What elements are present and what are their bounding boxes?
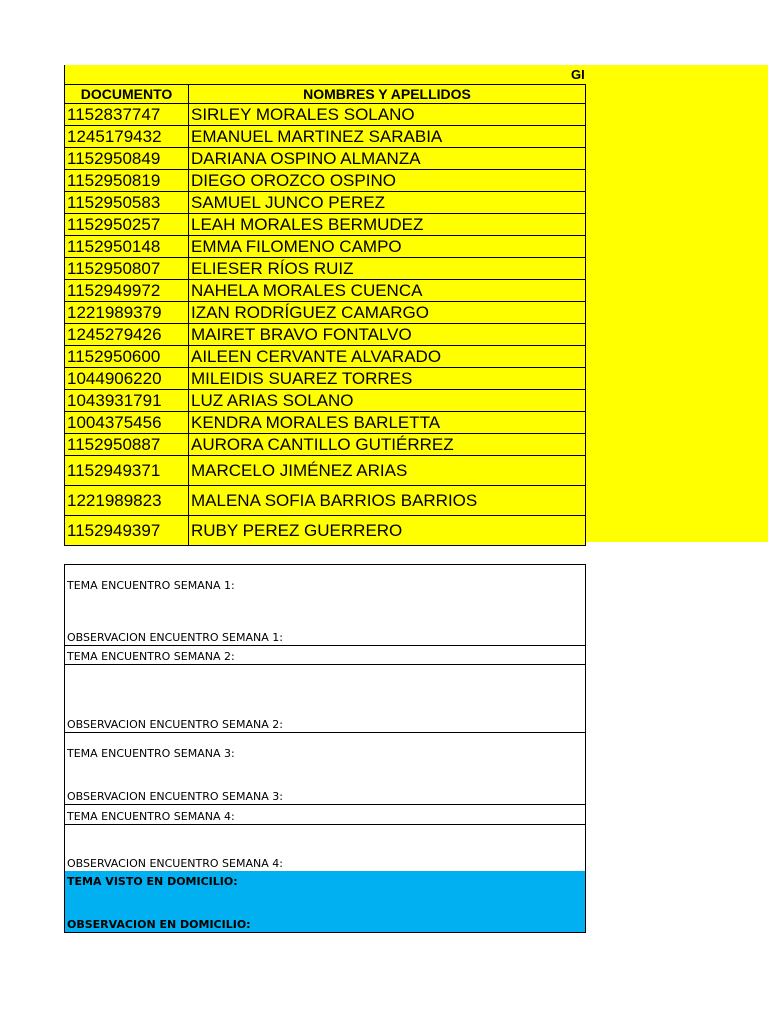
- tema-semana-3-cell[interactable]: TEMA ENCUENTRO SEMANA 3:: [65, 733, 586, 762]
- documento-cell[interactable]: 1245179432: [65, 126, 189, 148]
- documento-cell[interactable]: 1152950887: [65, 434, 189, 456]
- header-band: [64, 65, 768, 85]
- table-row: [65, 280, 586, 302]
- roster-body: [65, 104, 586, 546]
- table-row: [65, 346, 586, 368]
- nombre-cell[interactable]: DIEGO OROZCO OSPINO: [189, 170, 586, 192]
- table-row: [65, 148, 586, 170]
- yellow-fill-area: [585, 85, 768, 542]
- nombre-cell[interactable]: IZAN RODRÍGUEZ CAMARGO: [189, 302, 586, 324]
- notes-row: [65, 593, 586, 646]
- documento-cell[interactable]: 1152949371: [65, 456, 189, 486]
- notes-row: [65, 761, 586, 805]
- documento-cell[interactable]: 1152950148: [65, 236, 189, 258]
- notes-row: [65, 565, 586, 594]
- table-row: [65, 412, 586, 434]
- documento-cell[interactable]: 1152950257: [65, 214, 189, 236]
- table-row: [65, 516, 586, 546]
- nombre-cell[interactable]: SAMUEL JUNCO PEREZ: [189, 192, 586, 214]
- nombre-cell[interactable]: RUBY PEREZ GUERRERO: [189, 516, 586, 546]
- nombre-cell[interactable]: LUZ ARIAS SOLANO: [189, 390, 586, 412]
- nombre-cell[interactable]: SIRLEY MORALES SOLANO: [189, 104, 586, 126]
- documento-cell[interactable]: 1152949397: [65, 516, 189, 546]
- table-row: [65, 126, 586, 148]
- tema-semana-4-cell[interactable]: TEMA ENCUENTRO SEMANA 4:: [65, 805, 586, 825]
- observacion-semana-4-cell[interactable]: OBSERVACION ENCUENTRO SEMANA 4:: [65, 825, 586, 872]
- notes-row-domicilio: [65, 871, 586, 889]
- table-row: [65, 214, 586, 236]
- nombre-cell[interactable]: EMMA FILOMENO CAMPO: [189, 236, 586, 258]
- nombre-cell[interactable]: LEAH MORALES BERMUDEZ: [189, 214, 586, 236]
- notes-row: [65, 825, 586, 872]
- documento-cell[interactable]: 1152950849: [65, 148, 189, 170]
- table-row: [65, 434, 586, 456]
- nombre-cell[interactable]: AURORA CANTILLO GUTIÉRREZ: [189, 434, 586, 456]
- nombre-cell[interactable]: MAIRET BRAVO FONTALVO: [189, 324, 586, 346]
- documento-cell[interactable]: 1221989823: [65, 486, 189, 516]
- documento-cell[interactable]: 1152950583: [65, 192, 189, 214]
- notes-row: [65, 733, 586, 762]
- sheet-title: GI: [571, 67, 585, 82]
- documento-cell[interactable]: 1152950600: [65, 346, 189, 368]
- nombre-cell[interactable]: MARCELO JIMÉNEZ ARIAS: [189, 456, 586, 486]
- observacion-semana-2-cell[interactable]: OBSERVACION ENCUENTRO SEMANA 2:: [65, 665, 586, 733]
- documento-cell[interactable]: 1221989379: [65, 302, 189, 324]
- table-row: [65, 104, 586, 126]
- table-row: [65, 368, 586, 390]
- documento-cell[interactable]: 1152837747: [65, 104, 189, 126]
- tema-semana-1-cell[interactable]: TEMA ENCUENTRO SEMANA 1:: [65, 565, 586, 594]
- documento-cell[interactable]: 1004375456: [65, 412, 189, 434]
- notes-table: [64, 564, 586, 933]
- nombre-cell[interactable]: ELIESER RÍOS RUIZ: [189, 258, 586, 280]
- table-row: [65, 456, 586, 486]
- observacion-domicilio-cell[interactable]: OBSERVACION EN DOMICILIO:: [65, 889, 586, 933]
- nombre-cell[interactable]: AILEEN CERVANTE ALVARADO: [189, 346, 586, 368]
- nombre-cell[interactable]: MALENA SOFIA BARRIOS BARRIOS: [189, 486, 586, 516]
- documento-cell[interactable]: 1043931791: [65, 390, 189, 412]
- table-row: [65, 236, 586, 258]
- nombre-cell[interactable]: KENDRA MORALES BARLETTA: [189, 412, 586, 434]
- documento-cell[interactable]: 1044906220: [65, 368, 189, 390]
- nombre-cell[interactable]: MILEIDIS SUAREZ TORRES: [189, 368, 586, 390]
- notes-row-domicilio: [65, 889, 586, 933]
- table-row: [65, 192, 586, 214]
- roster-table: [64, 84, 586, 546]
- nombre-cell[interactable]: DARIANA OSPINO ALMANZA: [189, 148, 586, 170]
- documento-cell[interactable]: 1245279426: [65, 324, 189, 346]
- tema-domicilio-cell[interactable]: TEMA VISTO EN DOMICILIO:: [65, 871, 586, 889]
- table-row: [65, 324, 586, 346]
- documento-cell[interactable]: 1152950819: [65, 170, 189, 192]
- nombre-cell[interactable]: NAHELA MORALES CUENCA: [189, 280, 586, 302]
- table-row: [65, 302, 586, 324]
- notes-row: [65, 665, 586, 733]
- notes-row: [65, 646, 586, 665]
- table-row: [65, 170, 586, 192]
- documento-cell[interactable]: 1152950807: [65, 258, 189, 280]
- observacion-semana-3-cell[interactable]: OBSERVACION ENCUENTRO SEMANA 3:: [65, 761, 586, 805]
- roster-header-row: [65, 85, 586, 104]
- column-header-documento: DOCUMENTO: [65, 85, 189, 104]
- notes-row: [65, 805, 586, 825]
- tema-semana-2-cell[interactable]: TEMA ENCUENTRO SEMANA 2:: [65, 646, 586, 665]
- column-header-nombres: NOMBRES Y APELLIDOS: [189, 85, 586, 104]
- documento-cell[interactable]: 1152949972: [65, 280, 189, 302]
- table-row: [65, 486, 586, 516]
- table-row: [65, 258, 586, 280]
- observacion-semana-1-cell[interactable]: OBSERVACION ENCUENTRO SEMANA 1:: [65, 593, 586, 646]
- nombre-cell[interactable]: EMANUEL MARTINEZ SARABIA: [189, 126, 586, 148]
- table-row: [65, 390, 586, 412]
